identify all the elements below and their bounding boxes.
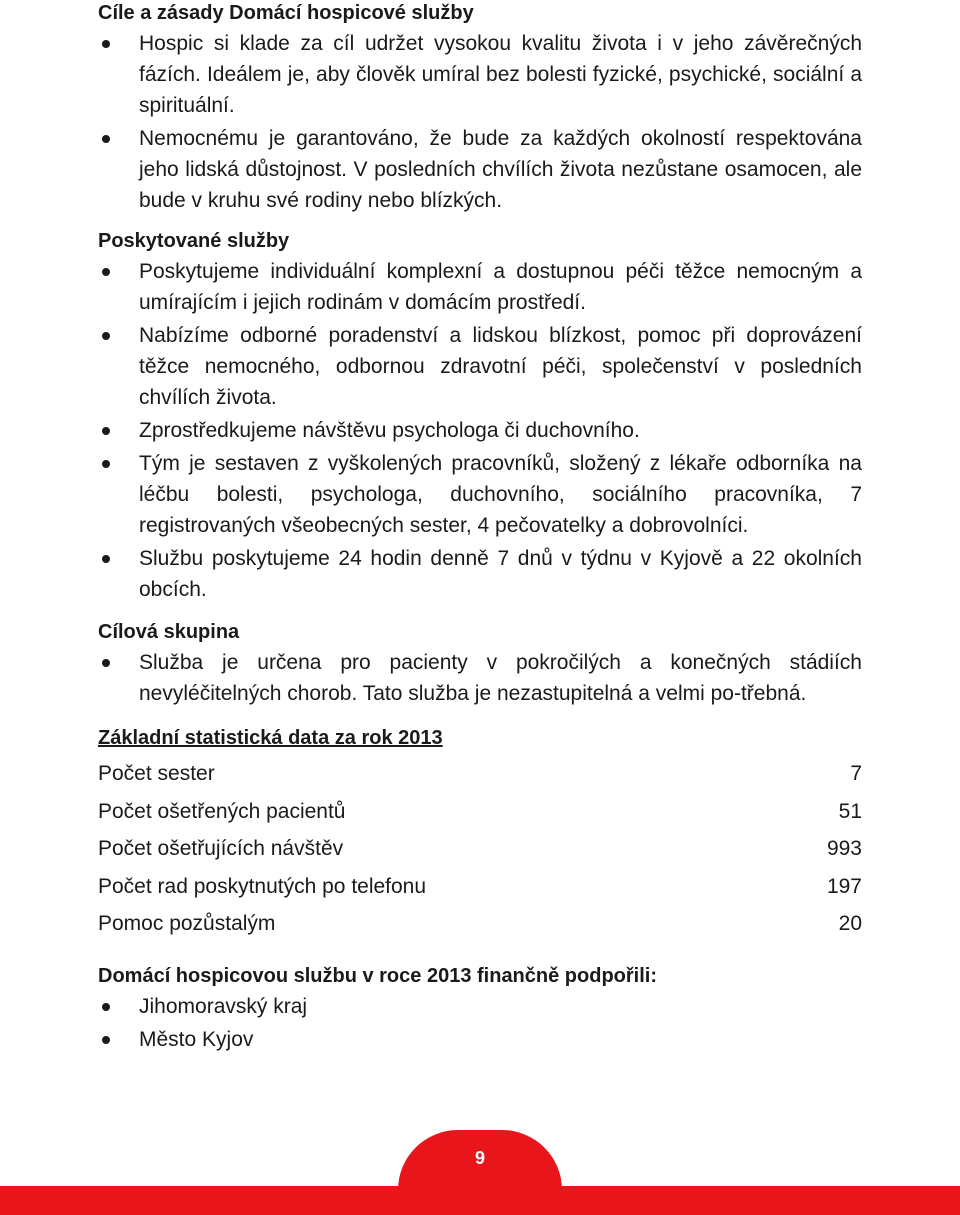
table-row [98,868,862,906]
sponsors-heading: Domácí hospicovou službu v roce 2013 finančně podpořili: [98,964,657,987]
bullet-icon [102,1036,110,1044]
page-number: 9 [474,1148,485,1168]
table-row [98,793,862,831]
footer-bar [0,1186,960,1215]
bullet-icon [102,268,110,276]
table-row [98,755,862,793]
list-item: Nabízíme odborné poradenství a lidskou blízkost, pomoc při doprovázení těžce nemocného, odbornou zdravotní péči, společenství v posledních chvílích života. [98,320,862,413]
bullet-icon [102,40,110,48]
stat-value: 993 [826,837,862,860]
list-item: Hospic si klade za cíl udržet vysokou kvalitu života i v jeho závěrečných fázích. Ideálem je, aby člověk umíral bez bolesti fyzické, psychické, sociální a spirituální. [98,28,862,121]
target-list [98,647,862,709]
list-item: Jihomoravský kraj [98,991,862,1022]
bullet-icon [102,332,110,340]
list-item: Služba je určena pro pacienty v pokročilých a konečných stádiích nevyléčitelných chorob. Tato služba je nezastupitelná a velmi po-třebná. [98,647,862,709]
list-item: Službu poskytujeme 24 hodin denně 7 dnů v týdnu v Kyjově a 22 okolních obcích. [98,543,862,605]
stats-heading: Základní statistická data za rok 2013 [98,727,443,749]
services-heading: Poskytované služby [98,230,290,252]
stats-table [98,755,862,943]
stat-value: 20 [838,912,862,935]
bullet-icon [102,555,110,563]
list-item: Nemocnému je garantováno, že bude za každých okolností respektována jeho lidská důstojnost. V posledních chvílích života nezůstane osamocen, ale bude v kruhu své rodiny nebo blízkých. [98,123,862,216]
sponsors-list [98,991,862,1055]
table-row [98,830,862,868]
stat-label: Počet ošetřených pacientů [98,799,346,823]
services-list [98,256,862,605]
goals-list [98,28,862,216]
stat-value: 7 [850,762,862,785]
bullet-icon [102,427,110,435]
bullet-icon [102,460,110,468]
stat-value: 197 [826,874,862,898]
table-row [98,905,862,943]
stat-value: 51 [838,799,862,823]
stat-label: Počet sester [98,762,215,785]
stat-label: Pomoc pozůstalým [98,912,276,935]
bullet-icon [102,1003,110,1011]
target-heading: Cílová skupina [98,621,240,643]
list-item: Zprostředkujeme návštěvu psychologa či duchovního. [98,415,862,446]
bullet-icon [102,659,110,667]
list-item: Tým je sestaven z vyškolených pracovníků, složený z lékaře odborníka na léčbu bolesti, psychologa, duchovního, sociálního pracovníka, 7 registrovaných všeobecných sester, 4 pečovatelky a dobrovolníci. [98,448,862,541]
document-content [98,0,862,1057]
stat-label: Počet rad poskytnutých po telefonu [98,874,427,898]
stat-label: Počet ošetřujících návštěv [98,837,344,860]
goals-heading: Cíle a zásady Domácí hospicové služby [98,2,474,24]
list-item: Poskytujeme individuální komplexní a dostupnou péči těžce nemocným a umírajícím i jejich rodinám v domácím prostředí. [98,256,862,318]
bullet-icon [102,135,110,143]
list-item: Město Kyjov [98,1024,862,1055]
